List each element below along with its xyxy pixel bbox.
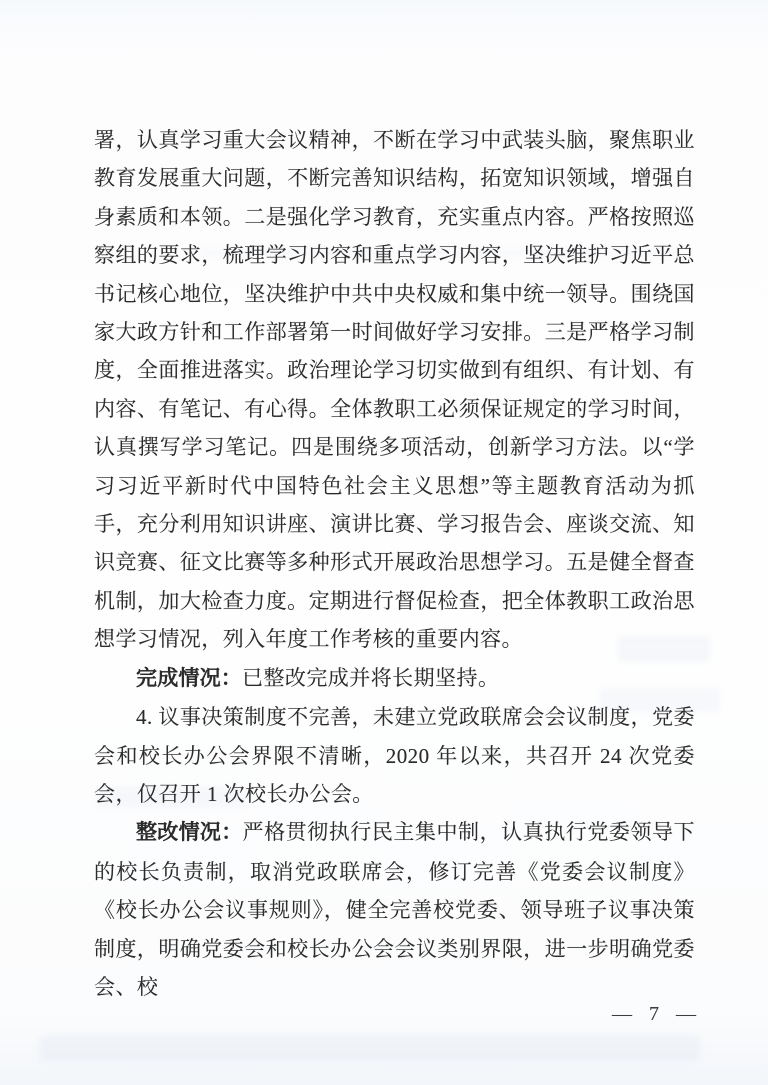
paragraph-text: 严格贯彻执行民主集中制，认真执行党委领导下的校长负责制，取消党政联席会，修订完善《党委会议制度》《校长办公会议事规则》，健全完善校党委、领导班子议事决策制度，明确党委会和校长办公会会议类别界限，进一步明确党委会、校 bbox=[94, 820, 696, 999]
paragraph-issue-4 bbox=[94, 698, 695, 813]
page-footer bbox=[612, 1003, 702, 1026]
scan-artifact bbox=[40, 1035, 700, 1061]
page-number: — 7 — bbox=[612, 1003, 702, 1025]
rectification-status-label: 整改情况： bbox=[136, 821, 243, 845]
paragraph-text: 已整改完成并将长期坚持。 bbox=[242, 665, 500, 690]
paragraph-completion-status bbox=[94, 659, 695, 698]
document-body bbox=[94, 121, 695, 1006]
paragraph-continuation bbox=[94, 121, 695, 659]
paragraph-text: 4. 议事决策制度不完善，未建立党政联席会会议制度，党委会和校长办公会界限不清晰，2020 年以来，共召开 24 次党委会，仅召开 1 次校长办公会。 bbox=[94, 705, 695, 806]
paragraph-text: 署，认真学习重大会议精神，不断在学习中武装头脑，聚焦职业教育发展重大问题，不断完善知识结构，拓宽知识领域，增强自身素质和本领。二是强化学习教育，充实重点内容。严格按照巡察组的要求，梳理学习内容和重点学习内容，坚决维护习近平总书记核心地位，坚决维护中共中央权威和集中统一领导。围绕国家大政方针和工作部署第一时间做好学习安排。三是严格学习制度，全面推进落实。政治理论学习切实做到有组织、有计划、有内容、有笔记、有心得。全体教职工必须保证规定的学习时间，认真撰写学习笔记。四是围绕多项活动，创新学习方法。以“学习习近平新时代中国特色社会主义思想”等主题教育活动为抓手，充分利用知识讲座、演讲比赛、学习报告会、座谈交流、知识竞赛、征文比赛等多种形式开展政治思想学习。五是健全督查机制，加大检查力度。定期进行督促检查，把全体教职工政治思想学习情况，列入年度工作考核的重要内容。 bbox=[94, 128, 695, 652]
completion-status-label: 完成情况： bbox=[136, 666, 242, 690]
paragraph-rectification-status bbox=[94, 813, 695, 1006]
